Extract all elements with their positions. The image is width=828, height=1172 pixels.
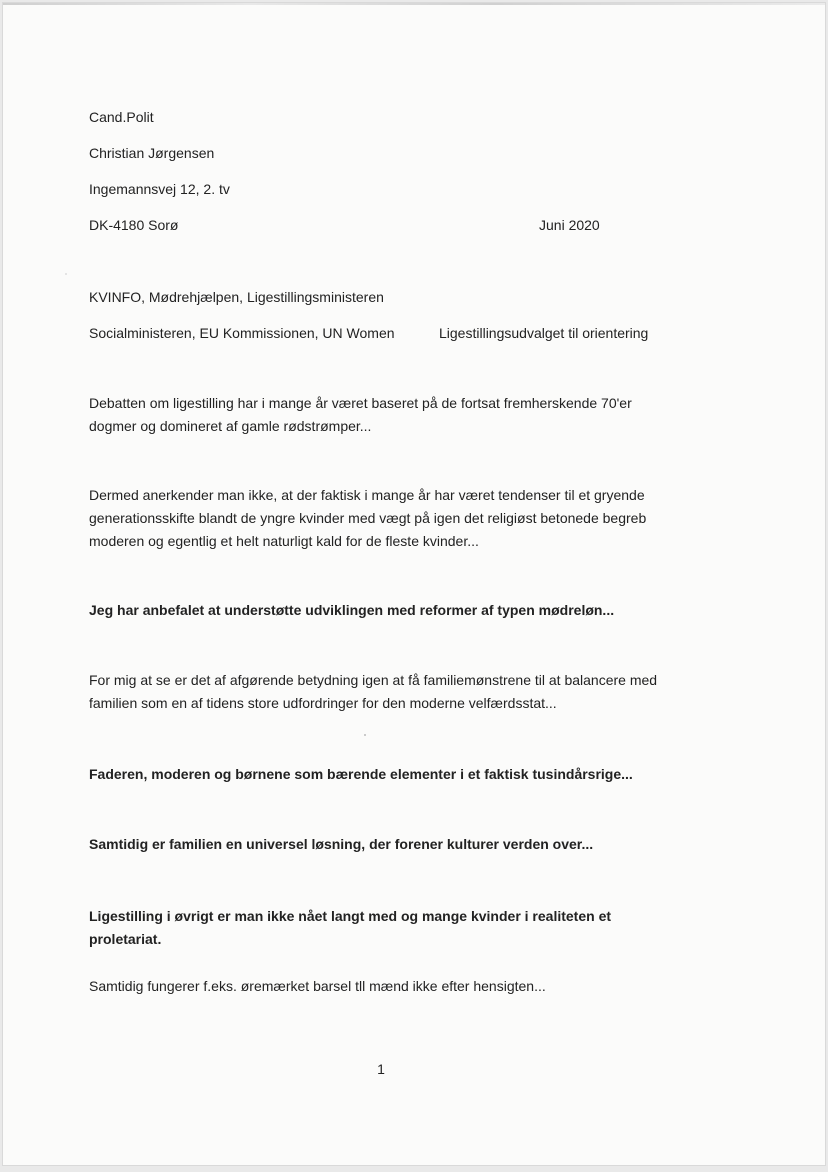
- recipients-line-1: KVINFO, Mødrehjælpen, Ligestillingsministeren: [89, 289, 384, 305]
- scan-edge: [3, 3, 825, 5]
- sender-street: Ingemannsvej 12, 2. tv: [89, 181, 230, 197]
- paragraph-2: Dermed anerkender man ikke, at der faktisk i mange år har været tendenser til et gryende generationsskifte blandt de yngre kvinder med vægt på igen det religiøst betonede begreb moderen og egentlig et helt naturligt kald for de fleste kvinder...: [89, 487, 647, 549]
- paragraph-6: Samtidig er familien en universel løsning, der forener kulturer verden over...: [89, 836, 594, 852]
- letter-page: [3, 3, 825, 1165]
- paragraph-4: For mig at se er det af afgørende betydning igen at få familiemønstrene til at balancere med familien som en af tidens store udfordringer for den moderne velfærdsstat...: [89, 672, 658, 711]
- sender-title: Cand.Polit: [89, 109, 154, 125]
- recipients-line-2: Socialministeren, EU Kommissionen, UN Women: [89, 325, 395, 341]
- paragraph-3: Jeg har anbefalet at understøtte udviklingen med reformer af typen mødreløn...: [89, 602, 615, 618]
- paragraph-1: Debatten om ligestilling har i mange år været baseret på de fortsat fremherskende 70'er dogmer og domineret af gamle rødstrømper...: [89, 395, 632, 434]
- sender-city: DK-4180 Sorø: [89, 217, 179, 233]
- paragraph-7: Ligestilling i øvrigt er man ikke nået langt med og mange kvinder i realiteten et proletariat.: [89, 908, 612, 947]
- paragraph-5: Faderen, moderen og børnene som bærende elementer i et faktisk tusindårsrige...: [89, 766, 633, 782]
- recipients-cc: Ligestillingsudvalget til orientering: [439, 325, 649, 341]
- paragraph-8: Samtidig fungerer f.eks. øremærket barsel tll mænd ikke efter hensigten...: [89, 978, 546, 994]
- sender-name: Christian Jørgensen: [89, 145, 215, 161]
- scan-speck: [65, 273, 67, 275]
- page-number: 1: [377, 1061, 385, 1077]
- scan-speck: [364, 734, 366, 736]
- letter-date: Juni 2020: [539, 217, 600, 233]
